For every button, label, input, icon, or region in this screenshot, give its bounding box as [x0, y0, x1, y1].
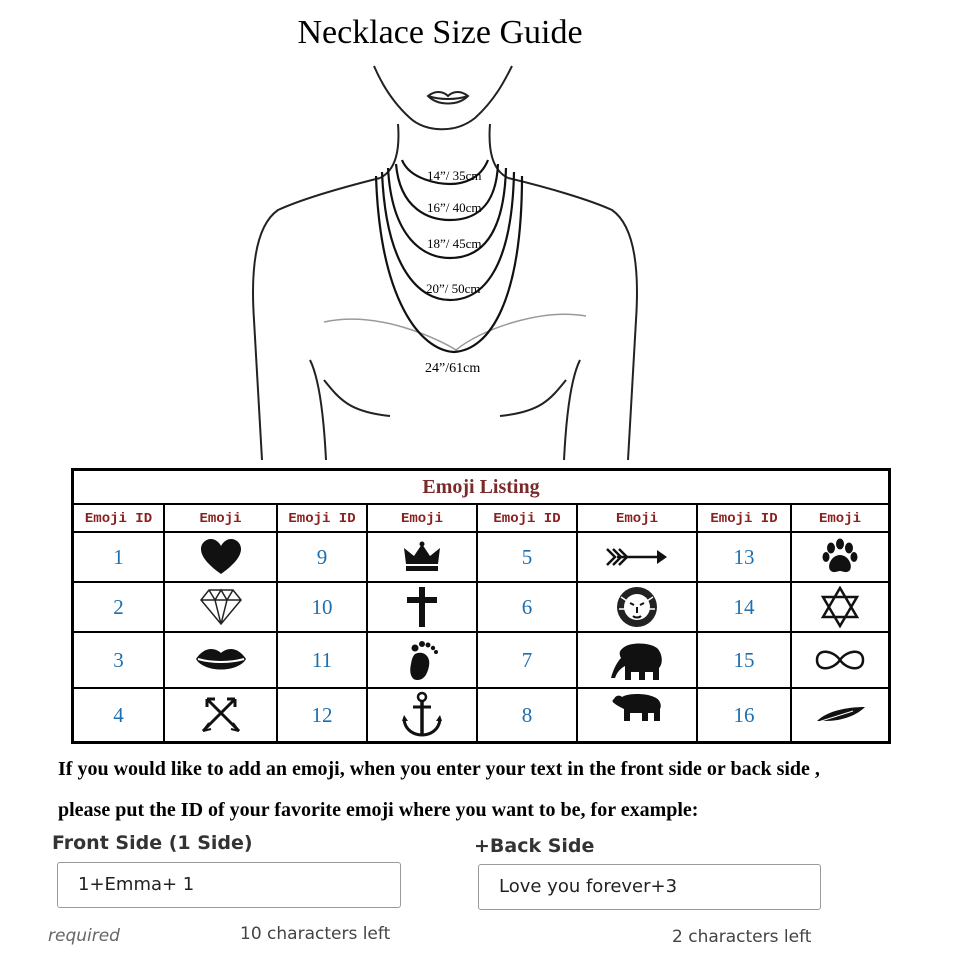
- bear-icon: [578, 689, 696, 741]
- size-label-16: 16”/ 40cm: [427, 200, 482, 215]
- emoji-id: 2: [113, 594, 124, 619]
- emoji-id: 9: [316, 544, 328, 569]
- footprint-icon: [368, 633, 476, 687]
- size-label-20: 20”/ 50cm: [426, 281, 481, 296]
- heart-icon: [165, 533, 276, 581]
- required-note: required: [48, 926, 120, 946]
- column-header-emoji-id: Emoji ID: [698, 505, 790, 533]
- size-label-24: 24”/61cm: [425, 361, 481, 376]
- lips-icon: [165, 633, 276, 687]
- cross-icon: [368, 583, 476, 631]
- back-side-input[interactable]: Love you forever+3: [478, 864, 821, 910]
- emoji-id: 5: [521, 544, 533, 569]
- emoji-id: 8: [521, 702, 533, 727]
- front-side-input[interactable]: 1+Emma+ 1: [57, 862, 401, 908]
- emoji-id: 16: [733, 702, 755, 727]
- column-header-emoji: Emoji: [368, 505, 476, 533]
- emoji-id: 10: [311, 594, 333, 619]
- feather-icon: [792, 689, 888, 741]
- emoji-listing-table: [71, 468, 891, 744]
- column-header-emoji: Emoji: [578, 505, 696, 533]
- front-side-label: Front Side (1 Side): [52, 832, 253, 854]
- arrow-icon: [578, 533, 696, 581]
- emoji-id: 13: [733, 544, 755, 569]
- table-caption: Emoji Listing: [74, 471, 888, 505]
- size-label-14: 14”/ 35cm: [427, 168, 482, 183]
- emoji-id: 6: [521, 594, 533, 619]
- column-header-emoji-id: Emoji ID: [278, 505, 366, 533]
- column-header-emoji-id: Emoji ID: [74, 505, 163, 533]
- emoji-id: 7: [521, 647, 533, 672]
- paw-icon: [792, 533, 888, 581]
- column-header-emoji: Emoji: [792, 505, 888, 533]
- back-characters-left: 2 characters left: [672, 927, 812, 947]
- diamond-icon: [165, 583, 276, 631]
- star-of-david-icon: [792, 583, 888, 631]
- emoji-id: 14: [733, 594, 755, 619]
- instructions-line-2: please put the ID of your favorite emoji where you want to be, for example:: [58, 799, 699, 821]
- size-label-18: 18”/ 45cm: [427, 236, 482, 251]
- emoji-id: 4: [113, 702, 124, 727]
- lion-icon: [578, 583, 696, 631]
- crown-icon: [368, 533, 476, 581]
- emoji-id: 12: [311, 702, 333, 727]
- emoji-id: 11: [311, 647, 333, 672]
- front-characters-left: 10 characters left: [240, 924, 391, 944]
- crossed-arrows-icon: [165, 689, 276, 741]
- emoji-id: 15: [733, 647, 755, 672]
- infinity-icon: [792, 633, 888, 687]
- elephant-icon: [578, 633, 696, 687]
- page-title: Necklace Size Guide: [297, 14, 583, 51]
- instructions-line-1: If you would like to add an emoji, when you enter your text in the front side or back side ,: [58, 758, 820, 780]
- anchor-icon: [368, 689, 476, 741]
- column-header-emoji: Emoji: [165, 505, 276, 533]
- back-side-label: +Back Side: [474, 835, 595, 857]
- emoji-id: 1: [113, 544, 124, 569]
- column-header-emoji-id: Emoji ID: [478, 505, 576, 533]
- necklace-figure-illustration: [240, 60, 670, 470]
- emoji-id: 3: [113, 647, 124, 672]
